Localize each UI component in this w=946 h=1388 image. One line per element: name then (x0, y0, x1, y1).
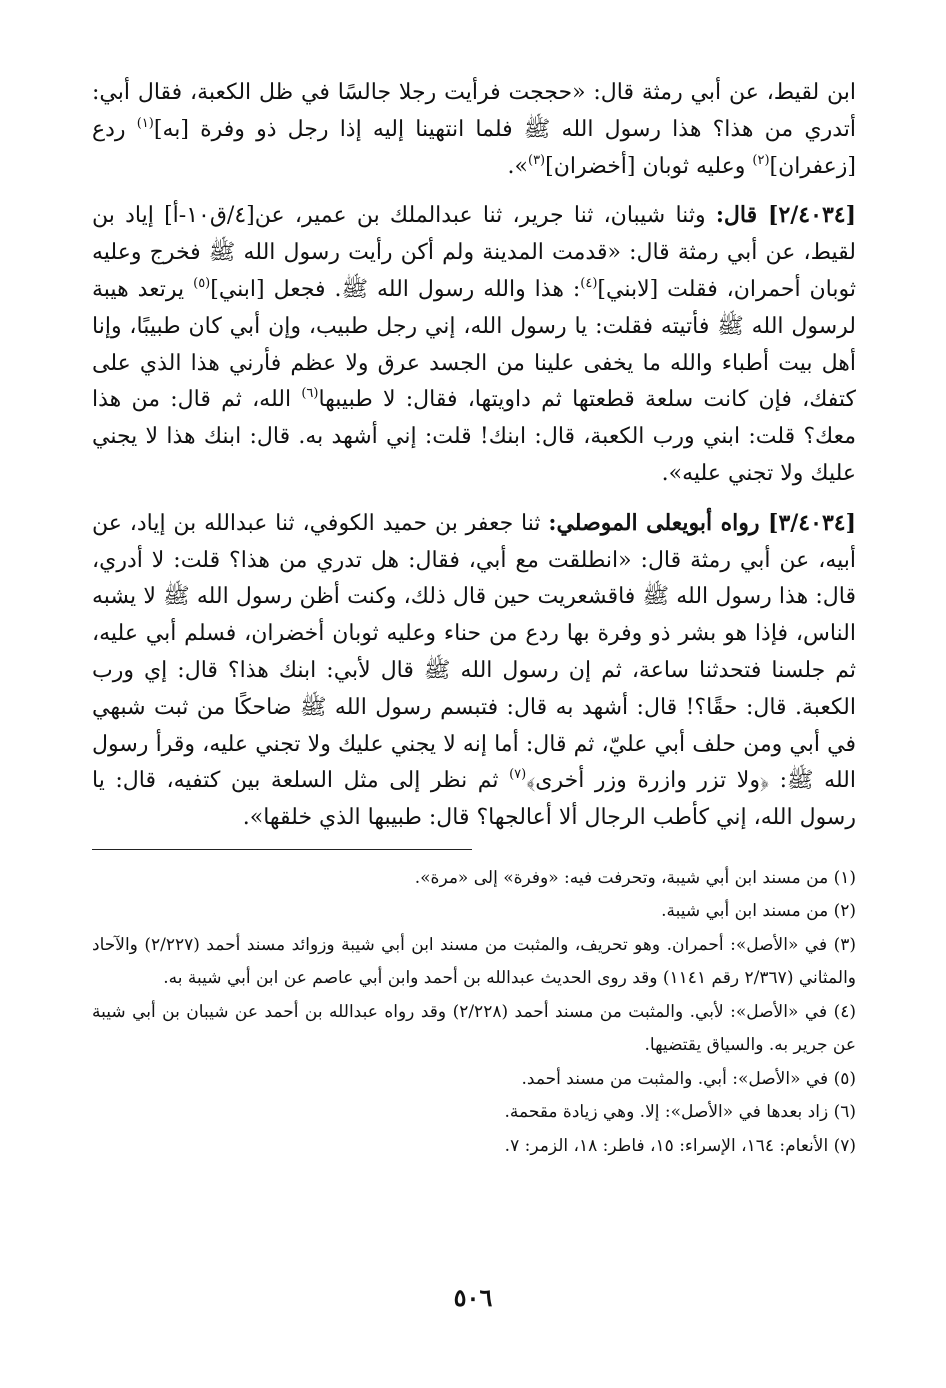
footnote-ref-7[interactable]: (٧) (509, 767, 527, 783)
paragraph-3 (92, 505, 856, 837)
paragraph-1-text-2: ردع [زعفران] (92, 116, 856, 179)
footnote-ref-1[interactable]: (١) (136, 115, 154, 131)
paragraph-1-text: ابن لقيط، عن أبي رمثة قال: «حججت فرأيت رجلا جالسًا في ظل الكعبة، فقال أبي: أتدري من هذا؟ هذا رسول الله ﷺ فلما انتهينا إليه إذا رجل ذو وفرة [به] (92, 80, 857, 142)
footnote-7: (٧) الأنعام: ١٦٤، الإسراء: ١٥، فاطر: ١٨، الزمر: ٧. (504, 1135, 856, 1156)
footnote-4: (٤) في «الأصل»: لأبي. والمثبت من مسند أحمد (٢/٢٢٨) وقد رواه عبدالله بن أحمد عن شيبان بن أبي شيبة عن جرير به. والسياق يقتضيها. (92, 1001, 856, 1056)
paragraph-2-text-2: : هذا والله رسول الله ﷺ. فجعل [ابني] (210, 276, 581, 302)
footnote-ref-2[interactable]: (٢) (752, 152, 770, 168)
footnote-ref-4[interactable]: (٤) (580, 275, 598, 291)
main-text (92, 74, 856, 837)
footnote-ref-6[interactable]: (٦) (301, 386, 319, 402)
footnote-2: (٢) من مسند ابن أبي شيبة. (661, 901, 856, 922)
footnote-5: (٥) في «الأصل»: أبي. والمثبت من مسند أحمد. (521, 1068, 856, 1089)
paragraph-2-text-3: يرتعد هيبة لرسول الله ﷺ فأتيته فقلت: يا رسول الله، إني رجل طبيب، وإن أبي كان طبيبًا، وإنا أهل بيت أطباء والله ما يخفى علينا من الجسد عرق ولا عظم فأرني هذا الذي على كتفك، فإن كانت سلعة قطعتها ثم داويتها، فقال: لا طبيبها (92, 276, 857, 413)
paragraph-2 (92, 197, 856, 492)
paragraph-3-lead: [٣/٤٠٣٤] رواه أبويعلى الموصلي: (548, 509, 856, 536)
paragraph-2-text: وثنا شيبان، ثنا جرير، ثنا عبدالملك بن عمير، عن[٤/ق١٠-أ] إياد بن لقيط، عن أبي رمثة قال: «قدمت المدينة ولم أكن رأيت رسول الله ﷺ فخرج وعليه ثوبان أحمران، فقلت [لابني] (92, 203, 856, 302)
paragraph-1 (92, 74, 856, 185)
footnote-ref-3[interactable]: (٣) (527, 152, 546, 168)
footnote-3: (٣) في «الأصل»: أحمران. وهو تحريف، والمثبت من مسند ابن أبي شيبة وزوائد مسند أحمد (٢/٢٢٧) والآحاد والمثاني (٢/٣٦٧ رقم ١١٤١) وقد روى الحديث عبدالله بن أحمد وابن أبي عاصم عن ابن أبي شيبة به. (92, 934, 856, 989)
footnotes (92, 862, 856, 1164)
paragraph-2-lead: [٢/٤٠٣٤] قال: (715, 202, 856, 229)
footnote-ref-5[interactable]: (٥) (193, 275, 211, 291)
paragraph-1-text-3: وعليه ثوبان [أخضران] (545, 153, 753, 179)
paragraph-1-text-4: ». (507, 153, 528, 179)
paragraph-2-text-4: الله، ثم قال: من هذا معك؟ قلت: ابني ورب الكعبة، قال: ابنك! قلت: إني أشهد به. قال: ابنك هذا لا يجني عليك ولا تجني عليه». (92, 387, 856, 486)
footnote-1: (١) من مسند ابن أبي شيبة، وتحرفت فيه: «وفرة» إلى «مرة». (414, 867, 856, 888)
paragraph-3-text-2: ثم نظر إلى مثل السلعة بين كتفيه، قال: يا رسول الله، إني كأطب الرجال ألا أعالجها؟ قال: طبيبها الذي خلقها». (92, 768, 856, 831)
page-number: ٥٠٦ (453, 1283, 493, 1312)
footnote-divider (92, 849, 472, 850)
footnote-6: (٦) زاد بعدها في «الأصل»: إلا. وهي زيادة مقحمة. (504, 1102, 856, 1123)
paragraph-3-text: ثنا جعفر بن حميد الكوفي، ثنا عبدالله بن إياد، عن أبيه، عن أبي رمثة قال: «انطلقت مع أبي، فقال: هل تدري من هذا؟ قلت: لا أدري، قال: هذا رسول الله ﷺ فاقشعريت حين قال ذلك، وكنت أظن رسول الله ﷺ لا يشبه الناس، فإذا هو بشر ذو وفرة بها ردع من حناء وعليه ثوبان أخضران، فسلم أبي عليه، ثم جلسنا فتحدثنا ساعة، ثم إن رسول الله ﷺ قال لأبي: ابنك هذا؟ قال: إي ورب الكعبة. قال: حقًا؟! قال: أشهد به قال: فتبسم رسول الله ﷺ ضاحكًا من ثبت شبهي في أبي ومن حلف أبي عليّ، ثم قال: أما إنه لا يجني عليك ولا تجني عليه، وقرأ رسول الله ﷺ: ﴿ولا تزر وازرة وزر أخرى﴾ (92, 510, 856, 794)
